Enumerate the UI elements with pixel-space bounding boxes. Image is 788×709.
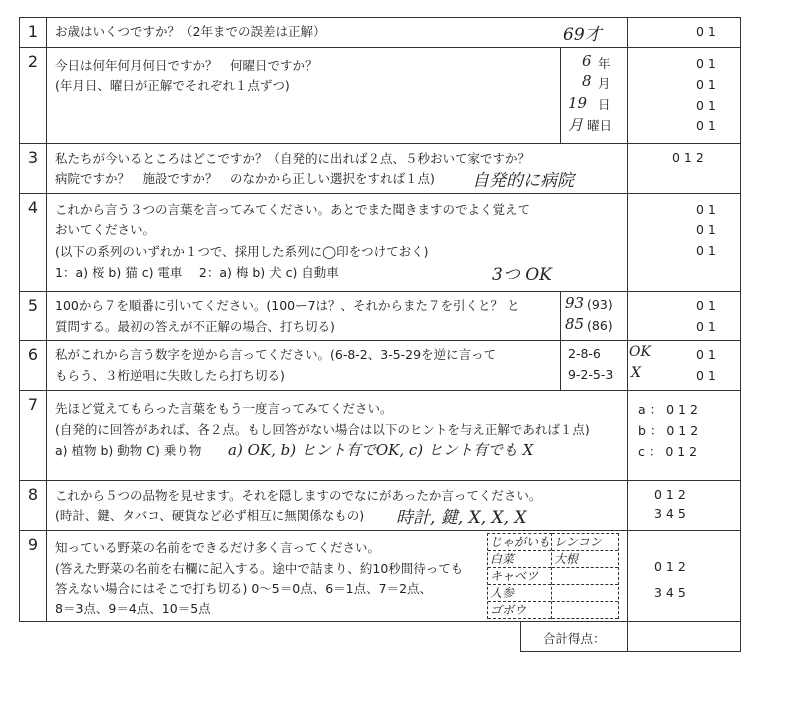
- question-number: 6: [20, 341, 47, 390]
- column-divider: [627, 481, 628, 530]
- question-number: 9: [20, 531, 47, 621]
- question-row-1: [19, 17, 741, 47]
- question-text: おいてください。: [55, 222, 156, 237]
- question-text: a) 植物 b) 動物 C) 乗り物: [55, 443, 202, 458]
- question-text: 1：a) 桜 b) 猫 c) 電車 2：a) 梅 b) 犬 c) 自動車: [55, 265, 339, 280]
- vegetable-entry: キャベツ: [488, 568, 551, 585]
- column-divider: [627, 341, 628, 390]
- score-options: 0 1: [696, 368, 716, 383]
- score-options: 0 1: [696, 222, 716, 237]
- question-row-9: [19, 530, 741, 622]
- question-row-5: [19, 291, 741, 340]
- vegetable-entry: ゴボウ: [488, 602, 551, 619]
- question-text: 先ほど覚えてもらった言葉をもう一度言ってみてください。: [55, 401, 393, 416]
- question-text: (時計、鍵、タバコ、硬貨など必ず相互に無関係なもの): [55, 508, 365, 523]
- answer-unit: (86): [587, 318, 613, 333]
- score-options: 0 1: [696, 98, 716, 113]
- question-text: 8＝3点、9＝4点、10＝5点: [55, 601, 211, 616]
- handwritten-answer: OK: [629, 344, 651, 360]
- handwritten-answer: X: [631, 365, 641, 381]
- question-text: 私たちが今いるところはどこですか？（自発的に出れば２点、５秒おいて家ですか？: [55, 151, 531, 166]
- question-text: 今日は何年何月何日ですか？ 何曜日ですか？: [55, 58, 318, 73]
- digit-sequence: 2-8-6: [568, 346, 601, 361]
- vegetable-entry: 人参: [488, 585, 551, 602]
- score-options: 0 1 2: [654, 487, 686, 502]
- handwritten-answer: 3つ OK: [492, 265, 552, 285]
- vegetable-entry: 白菜: [488, 551, 551, 568]
- score-options: 0 1 2: [672, 150, 704, 165]
- handwritten-answer: 6: [582, 52, 592, 70]
- total-score-label: 合計得点：: [543, 631, 606, 646]
- column-divider: [560, 341, 561, 390]
- question-row-6: [19, 340, 741, 390]
- handwritten-answer: 69才: [563, 25, 602, 45]
- question-row-4: [19, 193, 741, 291]
- question-number: 2: [20, 48, 47, 143]
- vegetable-list-right: [552, 533, 619, 619]
- total-score-box: [520, 622, 741, 652]
- question-text: (自発的に回答があれば、各２点。もし回答がない場合は以下のヒントを与え正解であれば１点): [55, 422, 590, 437]
- answer-unit: 月: [598, 76, 611, 91]
- digit-sequence: 9-2-5-3: [568, 367, 614, 382]
- question-text: (以下の系列のいずれか１つで、採用した系列に◯印をつけておく): [55, 244, 429, 259]
- question-text: 100から７を順番に引いてください。(100ー7は？、それからまた７を引くと？ と: [55, 298, 520, 313]
- column-divider: [627, 194, 628, 291]
- column-divider: [560, 292, 561, 340]
- handwritten-answer: 自発的に病院: [472, 171, 574, 191]
- score-options: 0 1: [696, 319, 716, 334]
- score-options: 0 1: [696, 298, 716, 313]
- question-row-2: [19, 47, 741, 143]
- question-row-3: [19, 143, 741, 193]
- answer-unit: 曜日: [587, 118, 613, 133]
- vegetable-list-left: [487, 533, 552, 619]
- column-divider: [627, 18, 628, 47]
- handwritten-answer: 93: [565, 294, 585, 312]
- question-number: 7: [20, 391, 47, 480]
- score-options: 0 1 2: [654, 559, 686, 574]
- question-row-7: [19, 390, 741, 480]
- vegetable-entry: [552, 568, 618, 585]
- vegetable-entry: 大根: [552, 551, 618, 568]
- column-divider: [627, 144, 628, 193]
- question-number: 8: [20, 481, 47, 530]
- score-options: 0 1: [696, 24, 716, 39]
- question-row-8: [19, 480, 741, 530]
- question-text: お歳はいくつですか？（2年までの誤差は正解）: [55, 24, 326, 39]
- answer-unit: 年: [598, 56, 611, 71]
- score-options: a ： 0 1 2: [638, 402, 698, 417]
- column-divider: [627, 292, 628, 340]
- column-divider: [627, 391, 628, 480]
- score-options: 0 1: [696, 243, 716, 258]
- vegetable-entry: じゃがいも: [490, 535, 551, 549]
- score-options: 3 4 5: [654, 585, 686, 600]
- question-text: 病院ですか？ 施設ですか？ のなかから正しい選択をすれば１点): [55, 171, 435, 186]
- score-options: 0 1: [696, 77, 716, 92]
- score-options: c ： 0 1 2: [638, 444, 698, 459]
- handwritten-answer: a) OK, b) ヒント有でOK, c) ヒント有でも X: [228, 441, 534, 459]
- handwritten-answer: 85: [565, 315, 585, 333]
- question-number: 1: [20, 18, 47, 47]
- question-number: 4: [20, 194, 47, 291]
- column-divider: [627, 48, 628, 143]
- question-text: もらう、３桁逆唱に失敗したら打ち切る): [55, 368, 285, 383]
- score-options: 0 1: [696, 118, 716, 133]
- handwritten-answer: 時計, 鍵, X, X, X: [396, 508, 527, 528]
- question-text: (答えた野菜の名前を右欄に記入する。途中で詰まり、約10秒間待っても: [55, 561, 464, 576]
- question-text: 知っている野菜の名前をできるだけ多く言ってください。: [55, 540, 381, 555]
- score-options: 0 1: [696, 347, 716, 362]
- question-text: 答えない場合にはそこで打ち切る) 0～5＝0点、6＝1点、7＝2点、: [55, 581, 433, 596]
- column-divider: [560, 48, 561, 143]
- handwritten-answer: 8: [582, 72, 592, 90]
- question-text: これから言う３つの言葉を言ってみてください。あとでまた聞きますのでよく覚えて: [55, 202, 531, 217]
- vegetable-entry: [552, 602, 618, 619]
- vegetable-entry: レンコン: [552, 534, 618, 551]
- question-number: 3: [20, 144, 47, 193]
- answer-unit: 日: [598, 97, 611, 112]
- handwritten-answer: 月: [568, 116, 584, 134]
- score-options: 0 1: [696, 56, 716, 71]
- question-text: これから５つの品物を見せます。それを隠しますのでなにがあったか言ってください。: [55, 488, 542, 503]
- question-text: 質問する。最初の答えが不正解の場合、打ち切る): [55, 319, 335, 334]
- answer-unit: (93): [587, 297, 613, 312]
- column-divider: [627, 622, 628, 651]
- column-divider: [627, 531, 628, 621]
- question-text: 私がこれから言う数字を逆から言ってください。(6-8-2、3-5-29を逆に言って: [55, 347, 497, 362]
- question-text: (年月日、曜日が正解でそれぞれ１点ずつ): [55, 78, 290, 93]
- score-options: b ： 0 1 2: [638, 423, 699, 438]
- handwritten-answer: 19: [568, 94, 588, 112]
- score-options: 0 1: [696, 202, 716, 217]
- question-number: 5: [20, 292, 47, 340]
- score-options: 3 4 5: [654, 506, 686, 521]
- vegetable-entry: [552, 585, 618, 602]
